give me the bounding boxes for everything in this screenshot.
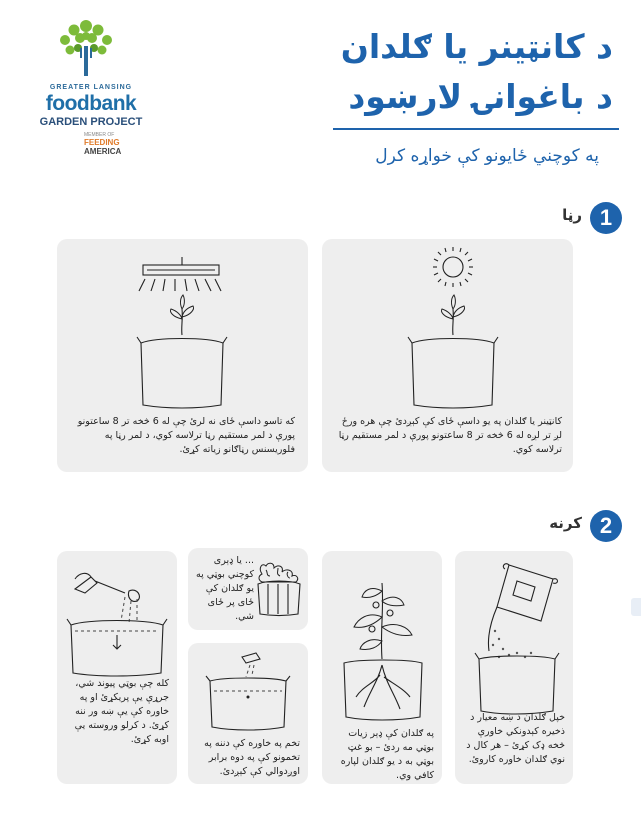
seed-pot-illustration [206, 651, 290, 731]
planting-card-watering-text: کله چې بوټي پیوند شي، جرړې یې پریکړئ او په خاوره کې یې ښه ور ننه کړئ. د کرلو وروسته یې اوبه کړئ. [74, 678, 169, 745]
seedlings-pot-illustration [256, 560, 302, 616]
logo-garden-project: GARDEN PROJECT [39, 116, 143, 128]
tomato-plant-illustration [340, 571, 426, 721]
page-subtitle: په کوچني ځایونو کې خواړه کرل [375, 146, 599, 166]
step-2-label: کرنه [549, 514, 582, 532]
scroll-tab[interactable] [631, 598, 641, 616]
logo-member-of: MEMBER OF [84, 132, 115, 138]
logo-america: AMERICA [84, 147, 122, 156]
planting-card-soil-text: خپل ګلدان د ښه معیار د ذخیره کېدونکي خاورې څخه ډک کړئ – هر کال د نوي ګلدان خاوره کاروئ. [466, 712, 565, 765]
title-line-2: د باغوانۍ لارښود [348, 77, 613, 116]
light-card-lamp-text: که تاسو داسې ځای نه لرئ چې له 6 څخه تر 8 ساعتونو پورې د لمر مستقیم رڼا ترلاسه کوي، د لمر رڼا په فلوریسنس رڼاګانو زیاته کړئ. [77, 416, 295, 455]
step-1-label: رڼا [562, 206, 582, 224]
tree-icon [54, 18, 118, 80]
page-title [253, 22, 613, 122]
logo-tagline: GREATER LANSING [49, 84, 133, 91]
planting-card-seeds-text: تخم په خاوره کې دننه په تخمونو کې په دوه برابر اوږدوالي کې کېږدئ. [204, 738, 300, 777]
title-divider [333, 128, 619, 130]
planting-card-tomato-text: په ګلدان کې ډېر زیات بوټي مه ردئ – بو غټ بوټي به د یو ګلدان لپاره کافي وي. [340, 728, 434, 781]
step-1-badge: 1 [590, 202, 622, 234]
sun-pot-illustration [408, 247, 498, 407]
watering-pot-illustration [67, 569, 167, 679]
grow-lamp-pot-illustration [137, 257, 227, 407]
planting-card-seedlings [188, 548, 308, 630]
logo-feeding: FEEDING [84, 138, 120, 147]
logo-wordmark: foodbank [45, 92, 137, 115]
light-card-sun-text: کانټینر یا ګلدان په یو داسې ځای کې کېږدئ چې هره ورځ لږ تر لږه له 6 څخه تر 8 ساعتونو پورې د لمر مستقیم رڼا ترلاسه کوي. [338, 416, 562, 455]
foodbank-logo [24, 18, 164, 168]
planting-card-seeds [188, 643, 308, 784]
planting-card-watering [57, 551, 177, 784]
planting-card-soil [455, 551, 573, 784]
planting-card-seedlings-text: ... یا ډېری کوچني بوټي په یو ګلدان کې ځای پر ځای شي. [196, 555, 254, 622]
light-card-sun [322, 239, 573, 472]
light-card-lamp [57, 239, 308, 472]
step-2-badge: 2 [590, 510, 622, 542]
title-line-1: د کانټینر یا ګلدان [340, 27, 613, 66]
soil-bag-pot-illustration [469, 561, 561, 711]
planting-card-tomato [322, 551, 442, 784]
